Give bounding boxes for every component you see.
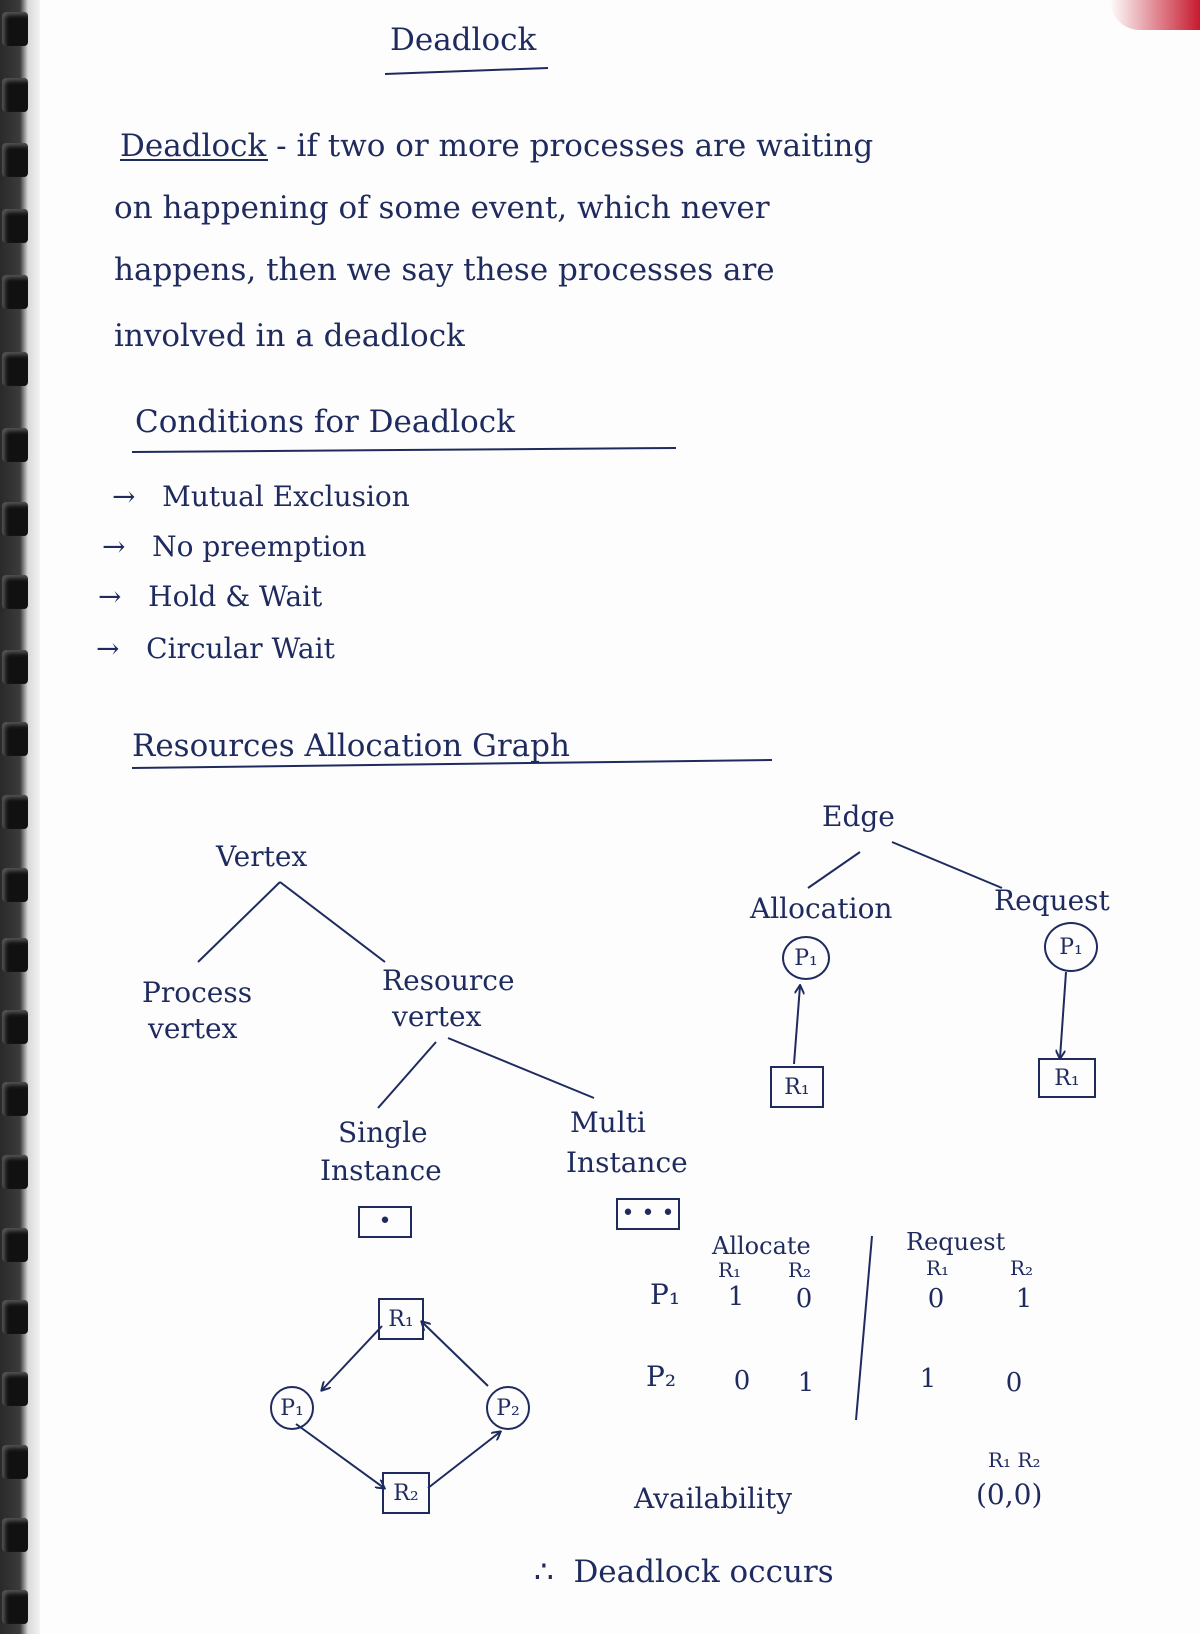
conditions-heading: Conditions for Deadlock xyxy=(135,404,515,440)
allocate-col-r2: R₂ xyxy=(788,1258,812,1282)
page-title: Deadlock xyxy=(390,22,537,58)
process-node-icon: P₁ xyxy=(782,936,830,980)
single-instance-resource-icon: • xyxy=(358,1206,412,1238)
edge-root: Edge xyxy=(822,800,895,833)
request-col-r2: R₂ xyxy=(1010,1256,1034,1280)
resource-vertex-label: vertex xyxy=(392,1000,482,1033)
conclusion-text: Deadlock occurs xyxy=(573,1554,834,1590)
process-node-icon: P₁ xyxy=(1044,922,1098,972)
rag-heading: Resources Allocation Graph xyxy=(132,728,570,764)
arrow-icon: → xyxy=(102,530,126,563)
condition-item: → Hold & Wait xyxy=(98,580,323,613)
vertex-root: Vertex xyxy=(216,840,308,873)
request-edge-label: Request xyxy=(994,884,1110,917)
row-label-p2: P₂ xyxy=(646,1360,677,1393)
arrow-icon: → xyxy=(96,632,120,665)
cycle-process-p2-icon: P₂ xyxy=(486,1386,530,1430)
definition-line-3: happens, then we say these processes are xyxy=(114,252,775,288)
allocate-col-r1: R₁ xyxy=(718,1258,742,1282)
resource-node-icon: R₁ xyxy=(1038,1058,1096,1098)
process-vertex-label: vertex xyxy=(148,1012,238,1045)
therefore-icon: ∴ xyxy=(534,1554,554,1590)
arrow-icon: → xyxy=(112,480,136,513)
definition-line-2: on happening of some event, which never xyxy=(114,190,770,226)
multi-instance-label: Instance xyxy=(566,1146,688,1179)
resource-vertex-label: Resource xyxy=(382,964,515,997)
arrow-icon: → xyxy=(98,580,122,613)
cycle-process-p1-icon: P₁ xyxy=(270,1386,314,1430)
availability-columns: R₁ R₂ xyxy=(988,1448,1041,1472)
allocation-edge-label: Allocation xyxy=(750,892,893,925)
request-heading: Request xyxy=(906,1228,1006,1256)
allocate-heading: Allocate xyxy=(712,1232,811,1260)
definition-term: Deadlock xyxy=(120,128,267,164)
cell-req-p1-r1: 0 xyxy=(927,1284,945,1314)
cell-req-p1-r2: 1 xyxy=(1015,1284,1033,1314)
condition-item: → Mutual Exclusion xyxy=(112,480,410,513)
multi-instance-resource-icon: • • • xyxy=(616,1198,680,1230)
single-instance-label: Single xyxy=(338,1116,428,1149)
cycle-resource-r1-icon: R₁ xyxy=(378,1298,424,1340)
definition-dash: - xyxy=(276,128,287,164)
condition-item: → No preemption xyxy=(102,530,367,563)
cell-alloc-p2-r1: 0 xyxy=(733,1366,751,1396)
process-vertex-label: Process xyxy=(142,976,253,1009)
definition-line-4: involved in a deadlock xyxy=(114,318,465,354)
cell-alloc-p2-r2: 1 xyxy=(797,1368,815,1398)
definition-text: if two or more processes are waiting xyxy=(296,128,874,164)
single-instance-label: Instance xyxy=(320,1154,442,1187)
request-col-r1: R₁ xyxy=(926,1256,950,1280)
availability-value: (0,0) xyxy=(976,1478,1043,1511)
cell-req-p2-r2: 0 xyxy=(1005,1368,1023,1398)
cell-alloc-p1-r2: 0 xyxy=(795,1284,813,1314)
multi-instance-label: Multi xyxy=(570,1106,646,1139)
cell-alloc-p1-r1: 1 xyxy=(727,1282,745,1312)
availability-label: Availability xyxy=(634,1482,793,1515)
cycle-resource-r2-icon: R₂ xyxy=(382,1472,430,1514)
condition-item: → Circular Wait xyxy=(96,632,335,665)
cell-req-p2-r1: 1 xyxy=(919,1364,937,1394)
row-label-p1: P₁ xyxy=(650,1278,681,1311)
resource-node-icon: R₁ xyxy=(770,1066,824,1108)
conclusion xyxy=(534,1554,834,1590)
